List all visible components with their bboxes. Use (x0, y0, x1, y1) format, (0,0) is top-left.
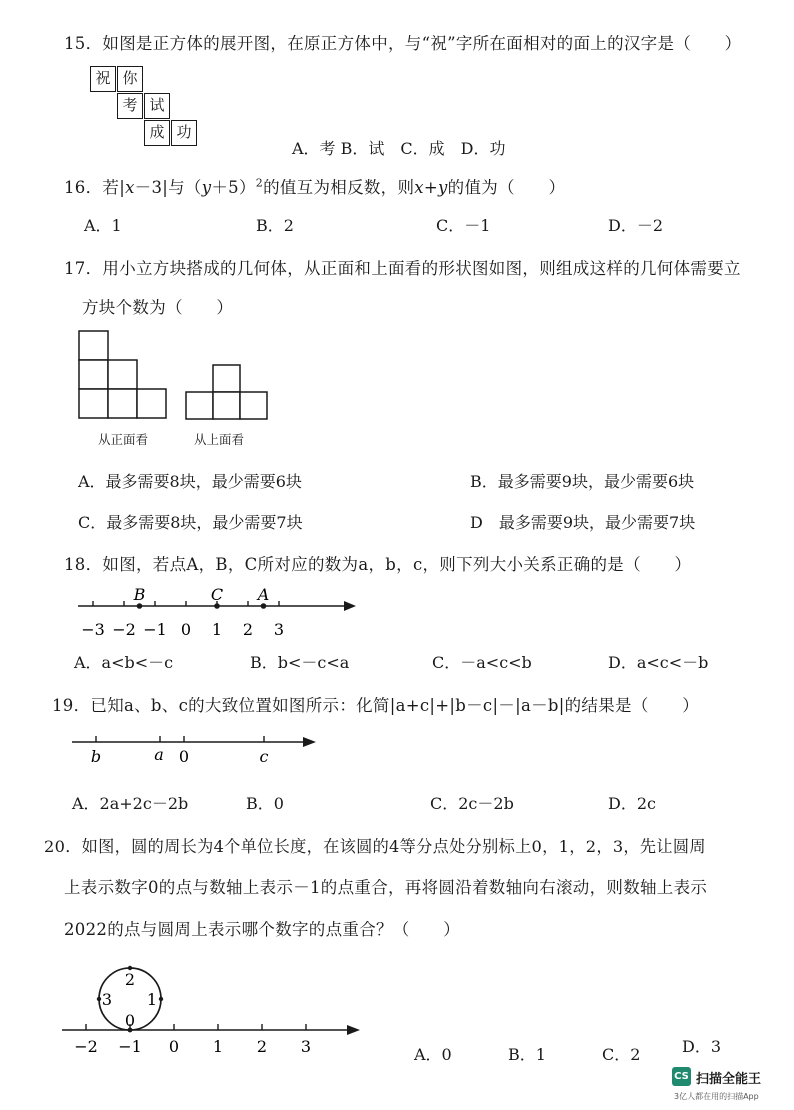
q16-option-b: B．2 (256, 216, 294, 235)
net-cell-kao: 考 (117, 93, 143, 119)
q18-tick-label: 3 (273, 620, 285, 639)
q18-tick-label: 0 (180, 620, 192, 639)
q18-tick-label: 2 (242, 620, 254, 639)
q17-option-a: A．最多需要8块，最少需要6块 (78, 472, 302, 491)
q18-stem: 18．如图，若点A，B，C所对应的数为a，b，c，则下列大小关系正确的是（ ） (64, 555, 692, 574)
q17-stem-line1: 17．用小立方块搭成的几何体，从正面和上面看的形状图如图，则组成这样的几何体需要立 (64, 259, 741, 278)
q15-options: A．考 B．试 C．成 D．功 (292, 139, 506, 158)
q20-tick-label: 2 (256, 1037, 268, 1056)
q18-option-a: A．a<b<－c (74, 653, 174, 672)
q18-tick-label: −1 (143, 620, 167, 639)
q18-point-a (261, 603, 267, 609)
front-view-grid (79, 331, 166, 418)
watermark-tagline: 3亿人都在用的扫描App (674, 1092, 759, 1101)
q18-point-c (214, 603, 220, 609)
q20-option-c: C．2 (602, 1045, 641, 1064)
q19-option-c: C．2c－2b (430, 794, 514, 813)
q20-stem-line3: 2022的点与圆周上表示哪个数字的点重合？（ ） (64, 920, 460, 939)
q18-option-d: D．a<c<－b (608, 653, 709, 672)
q20-circle-figure (56, 958, 366, 1058)
q18-number-line (70, 578, 370, 644)
q17-option-d: D 最多需要9块，最少需要7块 (470, 513, 696, 532)
q20-tick-label: 1 (212, 1037, 224, 1056)
label-b: b (90, 747, 102, 766)
camscanner-logo-icon: CS (672, 1067, 691, 1086)
q17-option-b: B．最多需要9块，最少需要6块 (470, 472, 695, 491)
q20-stem-line1: 20．如图，圆的周长为4个单位长度，在该圆的4等分点处分别标上0，1，2，3，先让圆周 (44, 837, 706, 856)
q19-number-line (68, 728, 328, 772)
label-a: a (154, 745, 164, 764)
label-c: c (259, 747, 269, 766)
q15-stem: 15．如图是正方体的展开图，在原正方体中，与“祝”字所在面相对的面上的汉字是（ ） (64, 34, 742, 53)
q20-tick-label: 3 (300, 1037, 312, 1056)
net-cell-cheng: 成 (144, 120, 170, 146)
net-cell-shi: 试 (144, 93, 170, 119)
q16-option-c: C．－1 (436, 216, 491, 235)
q19-option-d: D．2c (608, 794, 656, 813)
q17-option-c: C．最多需要8块，最少需要7块 (78, 513, 303, 532)
q18-tick-label: −3 (81, 620, 105, 639)
q19-stem: 19．已知a、b、c的大致位置如图所示：化简|a+c|+|b－c|－|a－b|的结果是（ ） (52, 696, 700, 715)
net-cell-ni: 你 (117, 66, 143, 92)
q20-tick-label: −2 (74, 1037, 98, 1056)
circle-label-1: 1 (146, 990, 158, 1009)
circle-label-0: 0 (124, 1011, 136, 1030)
q18-option-c: C．－a<c<b (432, 653, 532, 672)
q18-option-b: B．b<－c<a (250, 653, 350, 672)
q20-tick-label: 0 (168, 1037, 180, 1056)
label-zero: 0 (178, 747, 190, 766)
net-cell-gong: 功 (171, 120, 197, 146)
q19-option-b: B．0 (246, 794, 284, 813)
caption-front-view: 从正面看 (98, 432, 149, 447)
q18-point-b (137, 603, 143, 609)
top-view-grid (186, 365, 267, 419)
circle-label-3: 3 (101, 990, 113, 1009)
q16-option-d: D．－2 (608, 216, 664, 235)
q16-option-a: A．1 (84, 216, 122, 235)
q18-point-label-c: C (210, 585, 224, 604)
watermark-brand: 扫描全能王 (696, 1072, 762, 1087)
q19-option-a: A．2a+2c－2b (72, 794, 189, 813)
q18-tick-label: −2 (112, 620, 136, 639)
circle-label-2: 2 (124, 970, 136, 989)
q18-tick-label: 1 (211, 620, 223, 639)
q17-stem-line2: 方块个数为（ ） (82, 298, 234, 317)
caption-top-view: 从上面看 (194, 432, 245, 447)
q20-tick-label: −1 (118, 1037, 142, 1056)
net-cell-zhu: 祝 (90, 66, 116, 92)
q18-point-label-b: B (133, 585, 146, 604)
q20-option-d: D．3 (682, 1037, 722, 1056)
q20-stem-line2: 上表示数字0的点与数轴上表示－1的点重合，再将圆沿着数轴向右滚动，则数轴上表示 (64, 878, 708, 897)
q17-views-figure (76, 328, 276, 424)
q16-stem: 16．若|x－3|与$(y+5)^2$的值互为相反数，则x+y的值为（ ） (64, 176, 566, 197)
q20-option-b: B．1 (508, 1045, 546, 1064)
q20-option-a: A．0 (414, 1045, 452, 1064)
q18-point-label-a: A (257, 585, 270, 604)
